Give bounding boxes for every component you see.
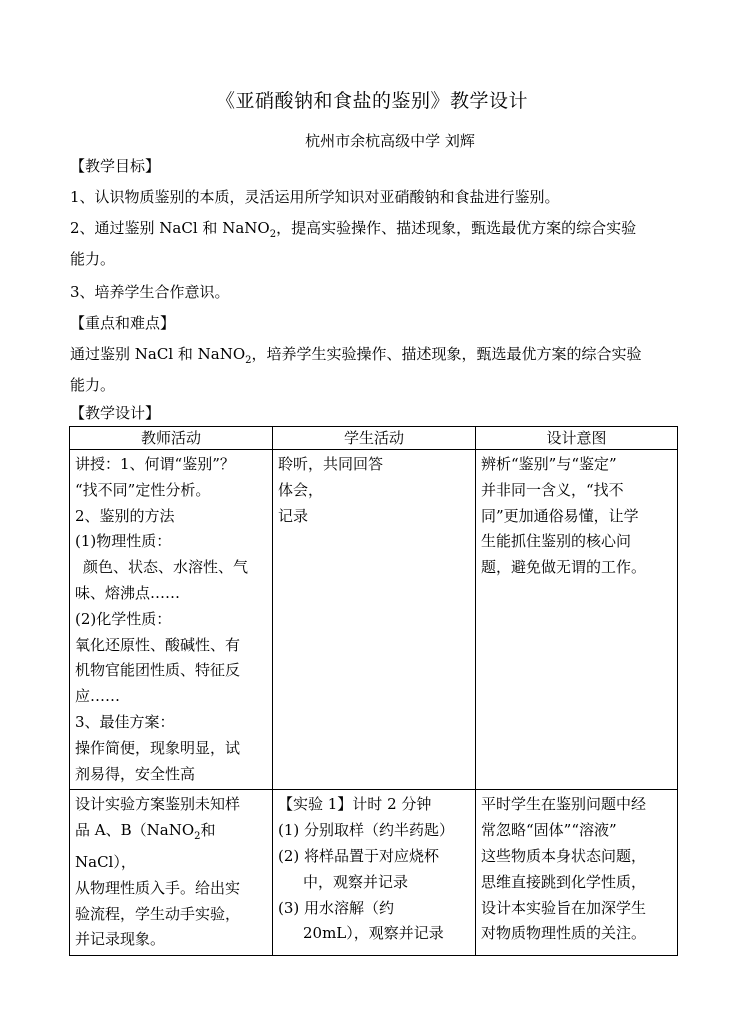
header-student-activity: 学生活动 [273, 427, 476, 450]
cell-line: 颜色、状态、水溶性、气 [83, 558, 249, 577]
table-row [70, 450, 678, 790]
teacher-activity-cell [70, 450, 273, 790]
cell-line: NaCl）， [75, 852, 136, 871]
cell-line: 机物官能团性质、特征反 [75, 661, 241, 680]
cell-line: 品 A、B（NaNO$_2$和 [75, 821, 216, 843]
cell-line: (2)化学性质： [75, 609, 172, 628]
cell-line: 3、最佳方案： [75, 712, 175, 731]
author-line: 杭州市余杭高级中学 刘辉 [305, 132, 475, 150]
teacher-activity-cell [70, 790, 273, 956]
table-header-row [70, 427, 678, 450]
design-heading: 【教学设计】 [70, 404, 161, 422]
cell-line: 验流程，学生动手实验， [75, 904, 241, 923]
cell-line: (2) 将样品置于对应烧杯 [278, 846, 440, 865]
cell-line: 并记录现象。 [75, 930, 166, 949]
cell-line: 【实验 1】计时 2 分钟 [278, 795, 432, 814]
cell-line: 生能抓住鉴别的核心问 [481, 532, 632, 551]
cell-line: (1) 分别取样（约半药匙） [278, 821, 455, 840]
table-row [70, 790, 678, 956]
cell-line: 中，观察并记录 [303, 872, 409, 891]
header-design-intent: 设计意图 [476, 427, 678, 450]
cell-line: 这些物质本身状态问题， [481, 846, 647, 865]
teaching-design-table [69, 426, 678, 956]
header-teacher-activity: 教师活动 [70, 427, 273, 450]
student-activity-cell [273, 450, 476, 790]
design-intent-cell [476, 450, 678, 790]
objective-item-1: 1、认识物质鉴别的本质，灵活运用所学知识对亚硝酸钠和食盐进行鉴别。 [70, 188, 560, 206]
cell-line: 聆听，共同回答 [278, 455, 384, 473]
cell-line: 2、鉴别的方法 [75, 506, 175, 525]
cell-line: (1)物理性质： [75, 532, 172, 551]
objective-item-3: 3、培养学生合作意识。 [70, 283, 230, 301]
cell-line: 并非同一含义，“找不 [481, 480, 624, 499]
cell-line: 氧化还原性、酸碱性、有 [75, 635, 241, 654]
cell-line: 记录 [278, 506, 309, 525]
keypoints-text-cont: 能力。 [70, 376, 116, 394]
cell-line: 同”更加通俗易懂，让学 [481, 506, 639, 525]
cell-line: 剂易得，安全性高 [75, 764, 196, 783]
cell-line: 辨析“鉴别”与“鉴定” [481, 455, 617, 473]
cell-line: “找不同”定性分析。 [75, 480, 211, 499]
cell-line: (3) 用水溶解（约 [278, 898, 395, 917]
cell-line: 应…… [75, 687, 121, 706]
cell-line: 常忽略“固体”“溶液” [481, 821, 617, 840]
cell-line: 设计实验方案鉴别未知样 [75, 795, 241, 814]
objective-item-2: 2、通过鉴别 NaCl 和 NaNO$_2$，提高实验操作、描述现象，甄选最优方案的综合实验 [70, 219, 637, 240]
cell-line: 体会， [278, 480, 324, 499]
cell-line: 思维直接跳到化学性质， [481, 872, 647, 891]
cell-line: 对物质物理性质的关注。 [481, 924, 647, 943]
objective-item-2-cont: 能力。 [70, 250, 116, 268]
keypoints-heading: 【重点和难点】 [70, 314, 176, 332]
cell-line: 味、熔沸点…… [75, 583, 181, 602]
document-title: 《亚硝酸钠和食盐的鉴别》教学设计 [215, 90, 528, 112]
cell-line: 20mL），观察并记录 [303, 924, 444, 943]
cell-line: 讲授：1、何谓“鉴别”？ [75, 455, 235, 473]
design-intent-cell [476, 790, 678, 956]
cell-line: 设计本实验旨在加深学生 [481, 898, 647, 917]
student-activity-cell [273, 790, 476, 956]
cell-line: 题，避免做无谓的工作。 [481, 558, 647, 577]
cell-line: 从物理性质入手。给出实 [75, 878, 241, 897]
cell-line: 操作简便，现象明显，试 [75, 738, 241, 757]
objectives-heading: 【教学目标】 [70, 157, 161, 175]
keypoints-text: 通过鉴别 NaCl 和 NaNO$_2$，培养学生实验操作、描述现象，甄选最优方案的综合实验 [70, 345, 642, 366]
cell-line: 平时学生在鉴别问题中经 [481, 795, 647, 814]
